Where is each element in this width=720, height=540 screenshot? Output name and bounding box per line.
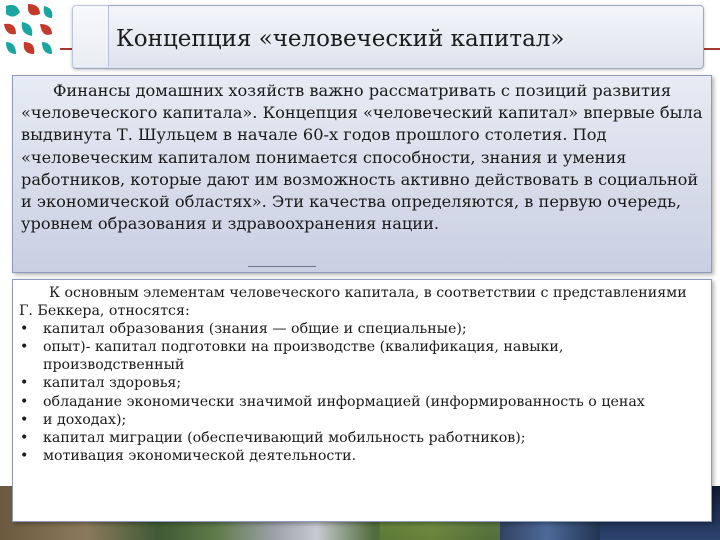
underline-divider	[248, 266, 316, 267]
ornament-logo	[0, 0, 58, 62]
list-item: • обладание экономически значимой информацией (информированность о ценах	[19, 393, 703, 411]
elements-intro: К основным элементам человеческого капитала, в соответствии с представлениями Г. Беккера, относятся:	[19, 285, 687, 320]
intro-panel	[12, 75, 712, 273]
title-box-tab	[72, 5, 109, 67]
intro-paragraph: Финансы домашних хозяйств важно рассматривать с позиций развития «человеческого капитала». Концепция «человеческий капитал» впервые была выдвинута Т. Шульцем в начале 60-х годов прошлого столетия. Под «человеческим капиталом понимается способности, знания и умения работников, которые дают им возможность активно действовать в социальной и экономической областях». Эти качества определяются, в первую очередь, уровнем образования и здравоохранения нации.	[21, 81, 703, 234]
list-item: • капитал миграции (обеспечивающий мобильность работников);	[19, 429, 703, 447]
list-item: • опыт)- капитал подготовки на производстве (квалификация, навыки, производственный	[19, 338, 703, 374]
slide-title: Концепция «человеческий капитал»	[116, 26, 565, 52]
list-item: • капитал образования (знания — общие и специальные);	[19, 320, 703, 338]
list-item: • капитал здоровья;	[19, 374, 703, 392]
list-item: • мотивация экономической деятельности.	[19, 447, 703, 465]
page-number: 6	[662, 504, 673, 522]
elements-panel	[12, 279, 712, 522]
list-item: • и доходах);	[19, 411, 703, 429]
elements-list	[19, 320, 703, 465]
